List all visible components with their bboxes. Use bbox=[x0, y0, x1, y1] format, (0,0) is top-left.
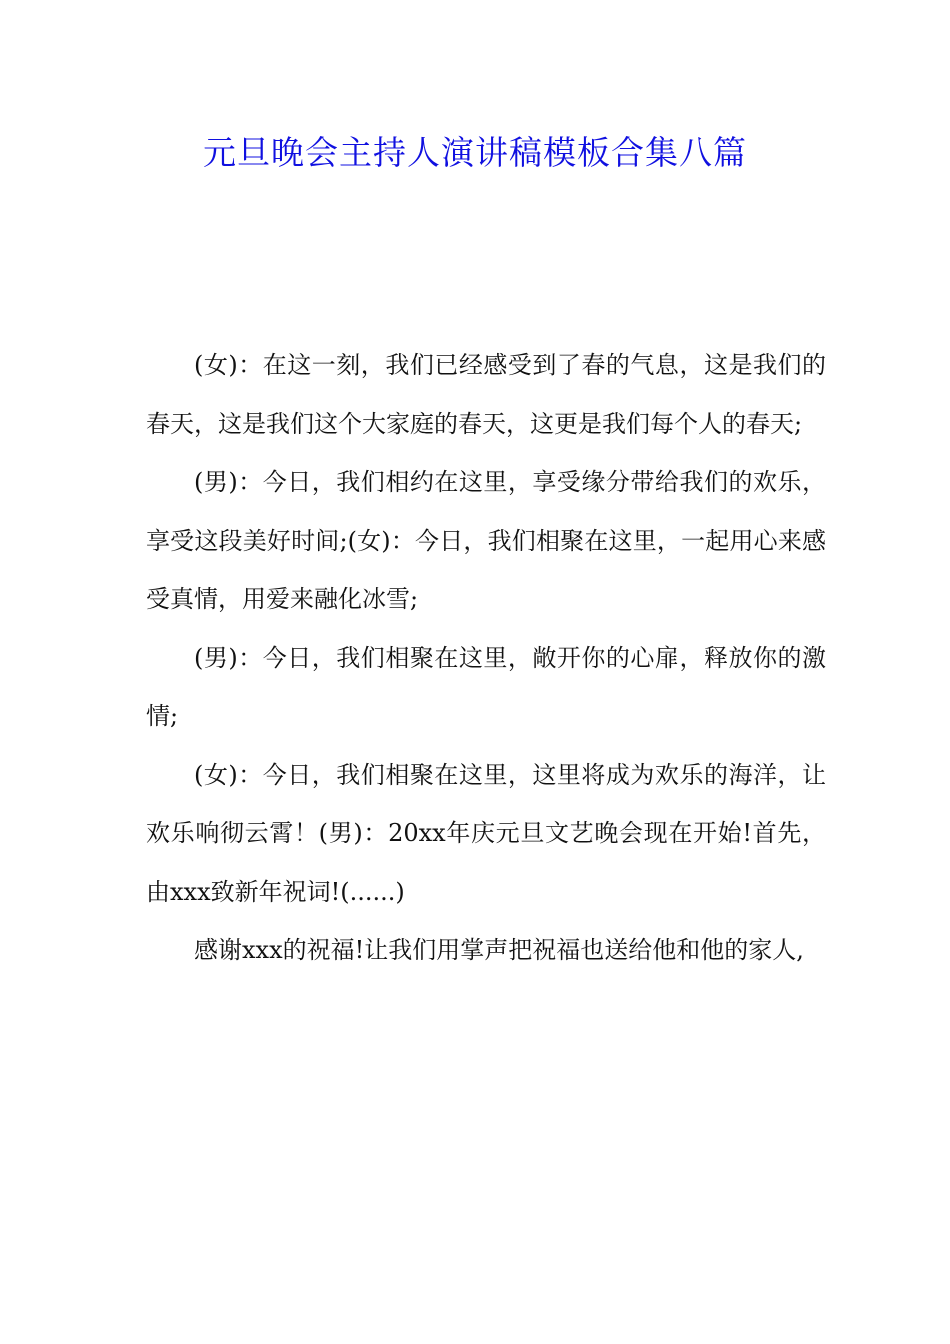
document-body bbox=[146, 336, 826, 980]
paragraph-1: (女)：在这一刻，我们已经感受到了春的气息，这是我们的春天，这是我们这个大家庭的春天，这更是我们每个人的春天; bbox=[146, 351, 826, 438]
document-title: 元旦晚会主持人演讲稿模板合集八篇 bbox=[203, 133, 747, 172]
paragraph-3: (男)：今日，我们相聚在这里，敞开你的心扉，释放你的激情; bbox=[146, 643, 826, 730]
paragraph-2: (男)：今日，我们相约在这里，享受缘分带给我们的欢乐，享受这段美好时间;(女)：今日，我们相聚在这里，一起用心来感受真情，用爱来融化冰雪; bbox=[146, 468, 826, 613]
paragraph-5: 感谢xxx的祝福!让我们用掌声把祝福也送给他和他的家人, bbox=[194, 936, 804, 964]
paragraph-4: (女)：今日，我们相聚在这里，这里将成为欢乐的海洋，让欢乐响彻云霄！(男)：20xx年庆元旦文艺晚会现在开始!首先，由xxx致新年祝词!(......) bbox=[146, 760, 826, 906]
